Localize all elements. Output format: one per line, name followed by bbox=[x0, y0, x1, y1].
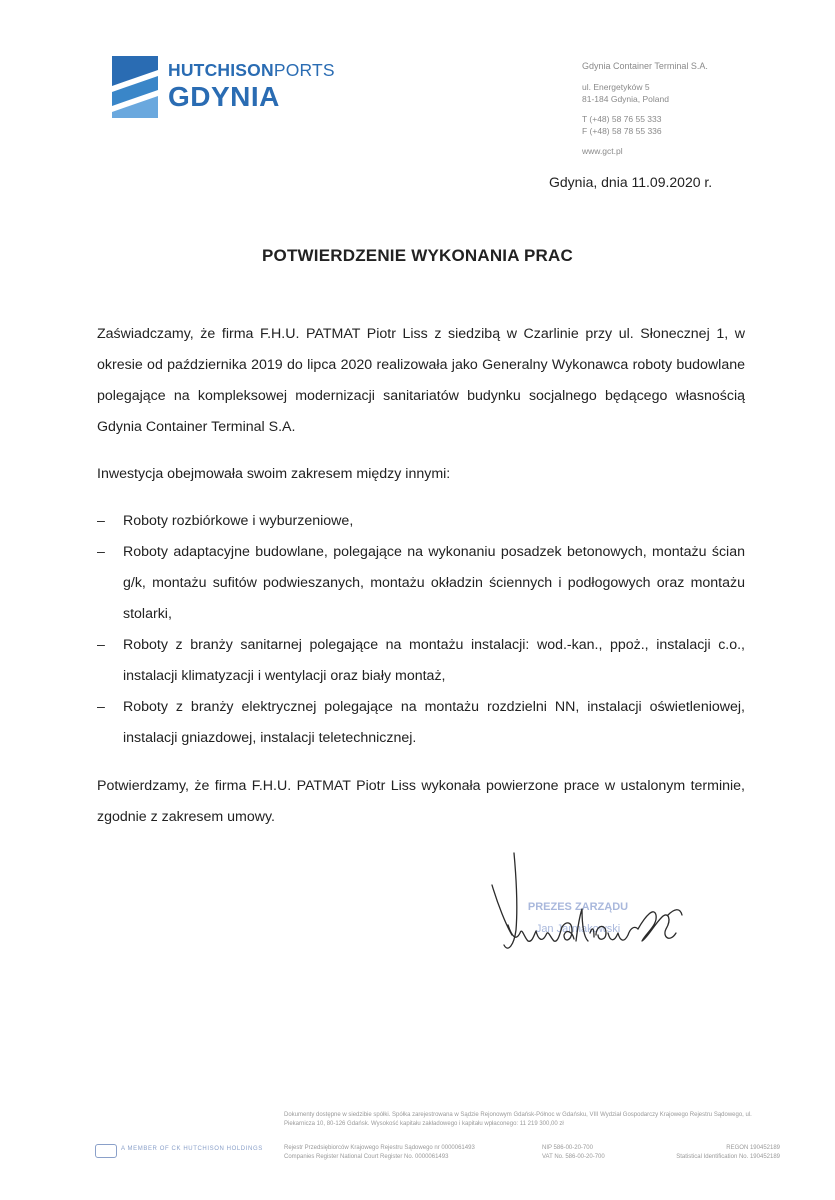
company-address-block bbox=[582, 60, 708, 157]
list-item bbox=[97, 506, 745, 537]
stamp-name: Jan Jarmakowski bbox=[535, 923, 621, 935]
dash-bullet: – bbox=[97, 699, 105, 715]
ck-hutchison-footer-logo bbox=[95, 1144, 263, 1158]
hutchison-ports-gdynia-logo bbox=[112, 56, 352, 118]
document-date: Gdynia, dnia 11.09.2020 r. bbox=[549, 174, 713, 190]
footer-nip-line1: NIP 586-00-20-700 bbox=[542, 1145, 593, 1151]
footer-krs-line2: Companies Register National Court Register No. 0000061493 bbox=[284, 1154, 449, 1160]
list-item-text: Roboty z branży elektrycznej polegające na montażu rozdzielni NN, instalacji oświetleniowej, instalacji gniazdowej, instalacji teletechnicznej. bbox=[123, 699, 745, 746]
scope-intro-paragraph: Inwestycja obejmowała swoim zakresem między innymi: bbox=[97, 466, 451, 482]
footer-krs-line1: Rejestr Przedsiębiorców Krajowego Rejestru Sądowego nr 0000061493 bbox=[284, 1145, 475, 1151]
logo-city: GDYNIA bbox=[168, 81, 280, 112]
dash-bullet: – bbox=[97, 513, 105, 529]
logo-brand-bold: HUTCHISON bbox=[168, 60, 274, 80]
logo-brand-light: PORTS bbox=[273, 60, 335, 80]
ck-logo-icon bbox=[95, 1144, 117, 1158]
logo-brand-line bbox=[168, 60, 335, 81]
list-item-text: Roboty adaptacyjne budowlane, polegające na wykonaniu posadzek betonowych, montażu ścian g/k, montażu sufitów podwieszanych, montażu okładzin ściennych i podłogowych oraz montażu stolarki, bbox=[123, 544, 745, 622]
stamp-title: PREZES ZARZĄDU bbox=[527, 901, 629, 913]
company-name: Gdynia Container Terminal S.A. bbox=[582, 61, 708, 71]
company-fax: F (+48) 58 78 55 336 bbox=[582, 126, 662, 136]
footer-regon-line1: REGON 190452189 bbox=[726, 1145, 780, 1151]
list-item-text: Roboty z branży sanitarnej polegające na montażu instalacji: wod.-kan., ppoż., instalacji c.o., instalacji klimatyzacji i wentylacji oraz biały montaż, bbox=[123, 637, 745, 684]
list-item bbox=[97, 630, 745, 692]
dash-bullet: – bbox=[97, 544, 105, 560]
document-title: POTWIERDZENIE WYKONANIA PRAC bbox=[262, 246, 573, 265]
footer-legal-text: Dokumenty dostępne w siedzibie spółki. Spółka zarejestrowana w Sądzie Rejonowym Gdańsk-Północ w Gdańsku, VIII Wydział Gospodarczy Krajowego Rejestru Sądowego, ul. Piekarnicza 10, 80-126 Gdańsk. Wysokość kapitału zakładowego i kapitału wpłaconego: 11 219 300,00 zł bbox=[284, 1112, 752, 1127]
scope-list bbox=[97, 506, 745, 754]
footer-nip-line2: VAT No. 586-00-20-700 bbox=[542, 1154, 605, 1160]
list-item bbox=[97, 692, 745, 754]
list-item-text: Roboty rozbiórkowe i wyburzeniowe, bbox=[123, 513, 354, 529]
footer-krs bbox=[284, 1144, 534, 1162]
company-phone: T (+48) 58 76 55 333 bbox=[582, 114, 662, 124]
dash-bullet: – bbox=[97, 637, 105, 653]
logo-mark-icon bbox=[112, 56, 162, 118]
footer-nip bbox=[542, 1144, 652, 1162]
signature-area bbox=[478, 845, 708, 975]
company-website: www.gct.pl bbox=[582, 146, 623, 156]
handwritten-signature-icon bbox=[478, 845, 708, 975]
confirmation-paragraph: Zaświadczamy, że firma F.H.U. PATMAT Piotr Liss z siedzibą w Czarlinie przy ul. Słonecznej 1, w okresie od października 2019 do lipca 2020 realizowała jako Generalny Wykonawca roboty budowlane polegające na kompleksowej modernizacji sanitariatów budynku socjalnego będącego własnością Gdynia Container Terminal S.A. bbox=[97, 326, 745, 435]
list-item bbox=[97, 537, 745, 630]
closing-paragraph: Potwierdzamy, że firma F.H.U. PATMAT Piotr Liss wykonała powierzone prace w ustalonym terminie, zgodnie z zakresem umowy. bbox=[97, 778, 745, 825]
footer-regon bbox=[649, 1144, 780, 1162]
company-city: 81-184 Gdynia, Poland bbox=[582, 94, 669, 104]
footer-logo-text: A MEMBER OF CK HUTCHISON HOLDINGS bbox=[121, 1146, 263, 1152]
company-street: ul. Energetyków 5 bbox=[582, 82, 650, 92]
footer-regon-line2: Statistical Identification No. 190452189 bbox=[676, 1154, 780, 1160]
